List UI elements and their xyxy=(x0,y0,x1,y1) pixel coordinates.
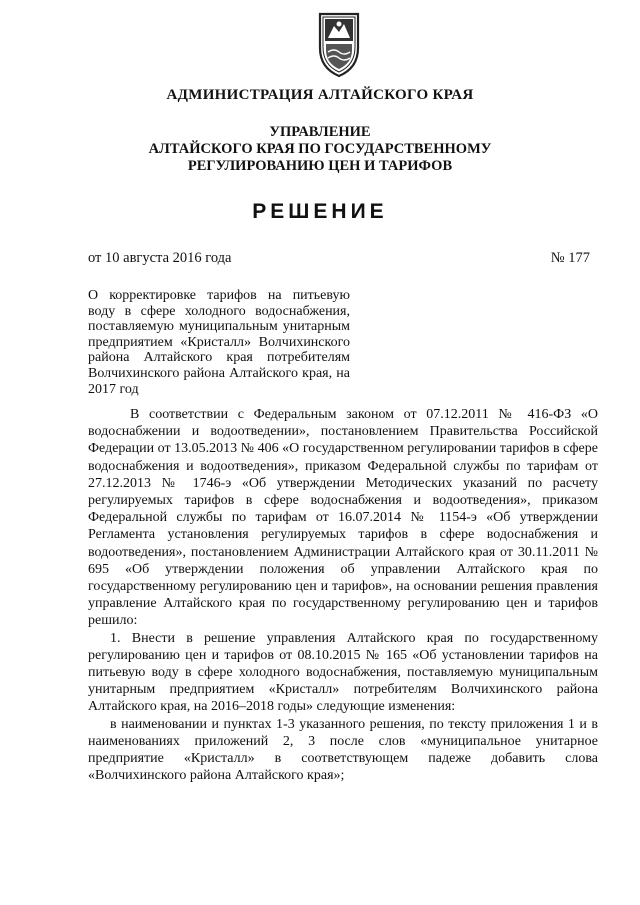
organization-name: АДМИНИСТРАЦИЯ АЛТАЙСКОГО КРАЯ xyxy=(166,87,474,103)
department-name xyxy=(0,124,640,175)
department-line-1: УПРАВЛЕНИЕ xyxy=(269,124,371,140)
department-line-3: РЕГУЛИРОВАНИЮ ЦЕН И ТАРИФОВ xyxy=(187,158,453,174)
body-paragraph-item-1: 1. Внести в решение управления Алтайского края по государственному регулированию цен и тарифов от 08.10.2015 № 165 «Об установлении тарифов на питьевую воду в сфере холодного водоснабжения, поставляемую муниципальным унитарным предприятием «Кристалл» потребителям Волчихинского района Алтайского края, на 2016–2018 годы» следующие изменения: xyxy=(88,630,598,715)
document-date: от 10 августа 2016 года xyxy=(88,250,232,266)
document-subject: О корректировке тарифов на питьевую воду в сфере холодного водоснабжения, поставляемую муниципальным унитарным предприятием «Кристалл» Волчихинского района Алтайского края потребителям Волчихинского района Алтайского края, на 2017 год xyxy=(88,288,350,397)
body-paragraph-change: в наименовании и пунктах 1-3 указанного решения, по тексту приложения 1 и в наименованиях приложений 2, 3 после слов «муниципальное унитарное предприятие «Кристалл» в соответствующем падеже добавить слова «Волчихинского района Алтайского края»; xyxy=(88,716,598,784)
document-number: № 177 xyxy=(550,250,590,266)
department-line-2: АЛТАЙСКОГО КРАЯ ПО ГОСУДАРСТВЕННОМУ xyxy=(148,141,492,157)
body-paragraph-preamble: В соответствии с Федеральным законом от 07.12.2011 № 416-ФЗ «О водоснабжении и водоотведении», постановлением Правительства Российской Федерации от 13.05.2013 № 406 «О государственном регулировании тарифов в сфере водоснабжения и водоотведения», приказом Федеральной службы по тарифам от 27.12.2013 № 1746-э «Об утверждении Методических указаний по расчету регулируемых тарифов в сфере водоснабжения и водоотведения», приказом Федеральной службы по тарифам от 16.07.2014 № 1154-э «Об утверждении Регламента установления регулируемых тарифов в сфере водоснабжения и водоотведения», постановлением Администрации Алтайского края от 30.11.2011 № 695 «Об утверждении положения об управлении Алтайского края по государственному регулированию цен и тарифов», на основании решения правления управление Алтайского края по государственному регулированию цен и тарифов решило: xyxy=(88,407,598,629)
coat-of-arms-emblem xyxy=(316,8,362,80)
document-type-title: РЕШЕНИЕ xyxy=(252,200,388,223)
document-body xyxy=(88,406,598,784)
